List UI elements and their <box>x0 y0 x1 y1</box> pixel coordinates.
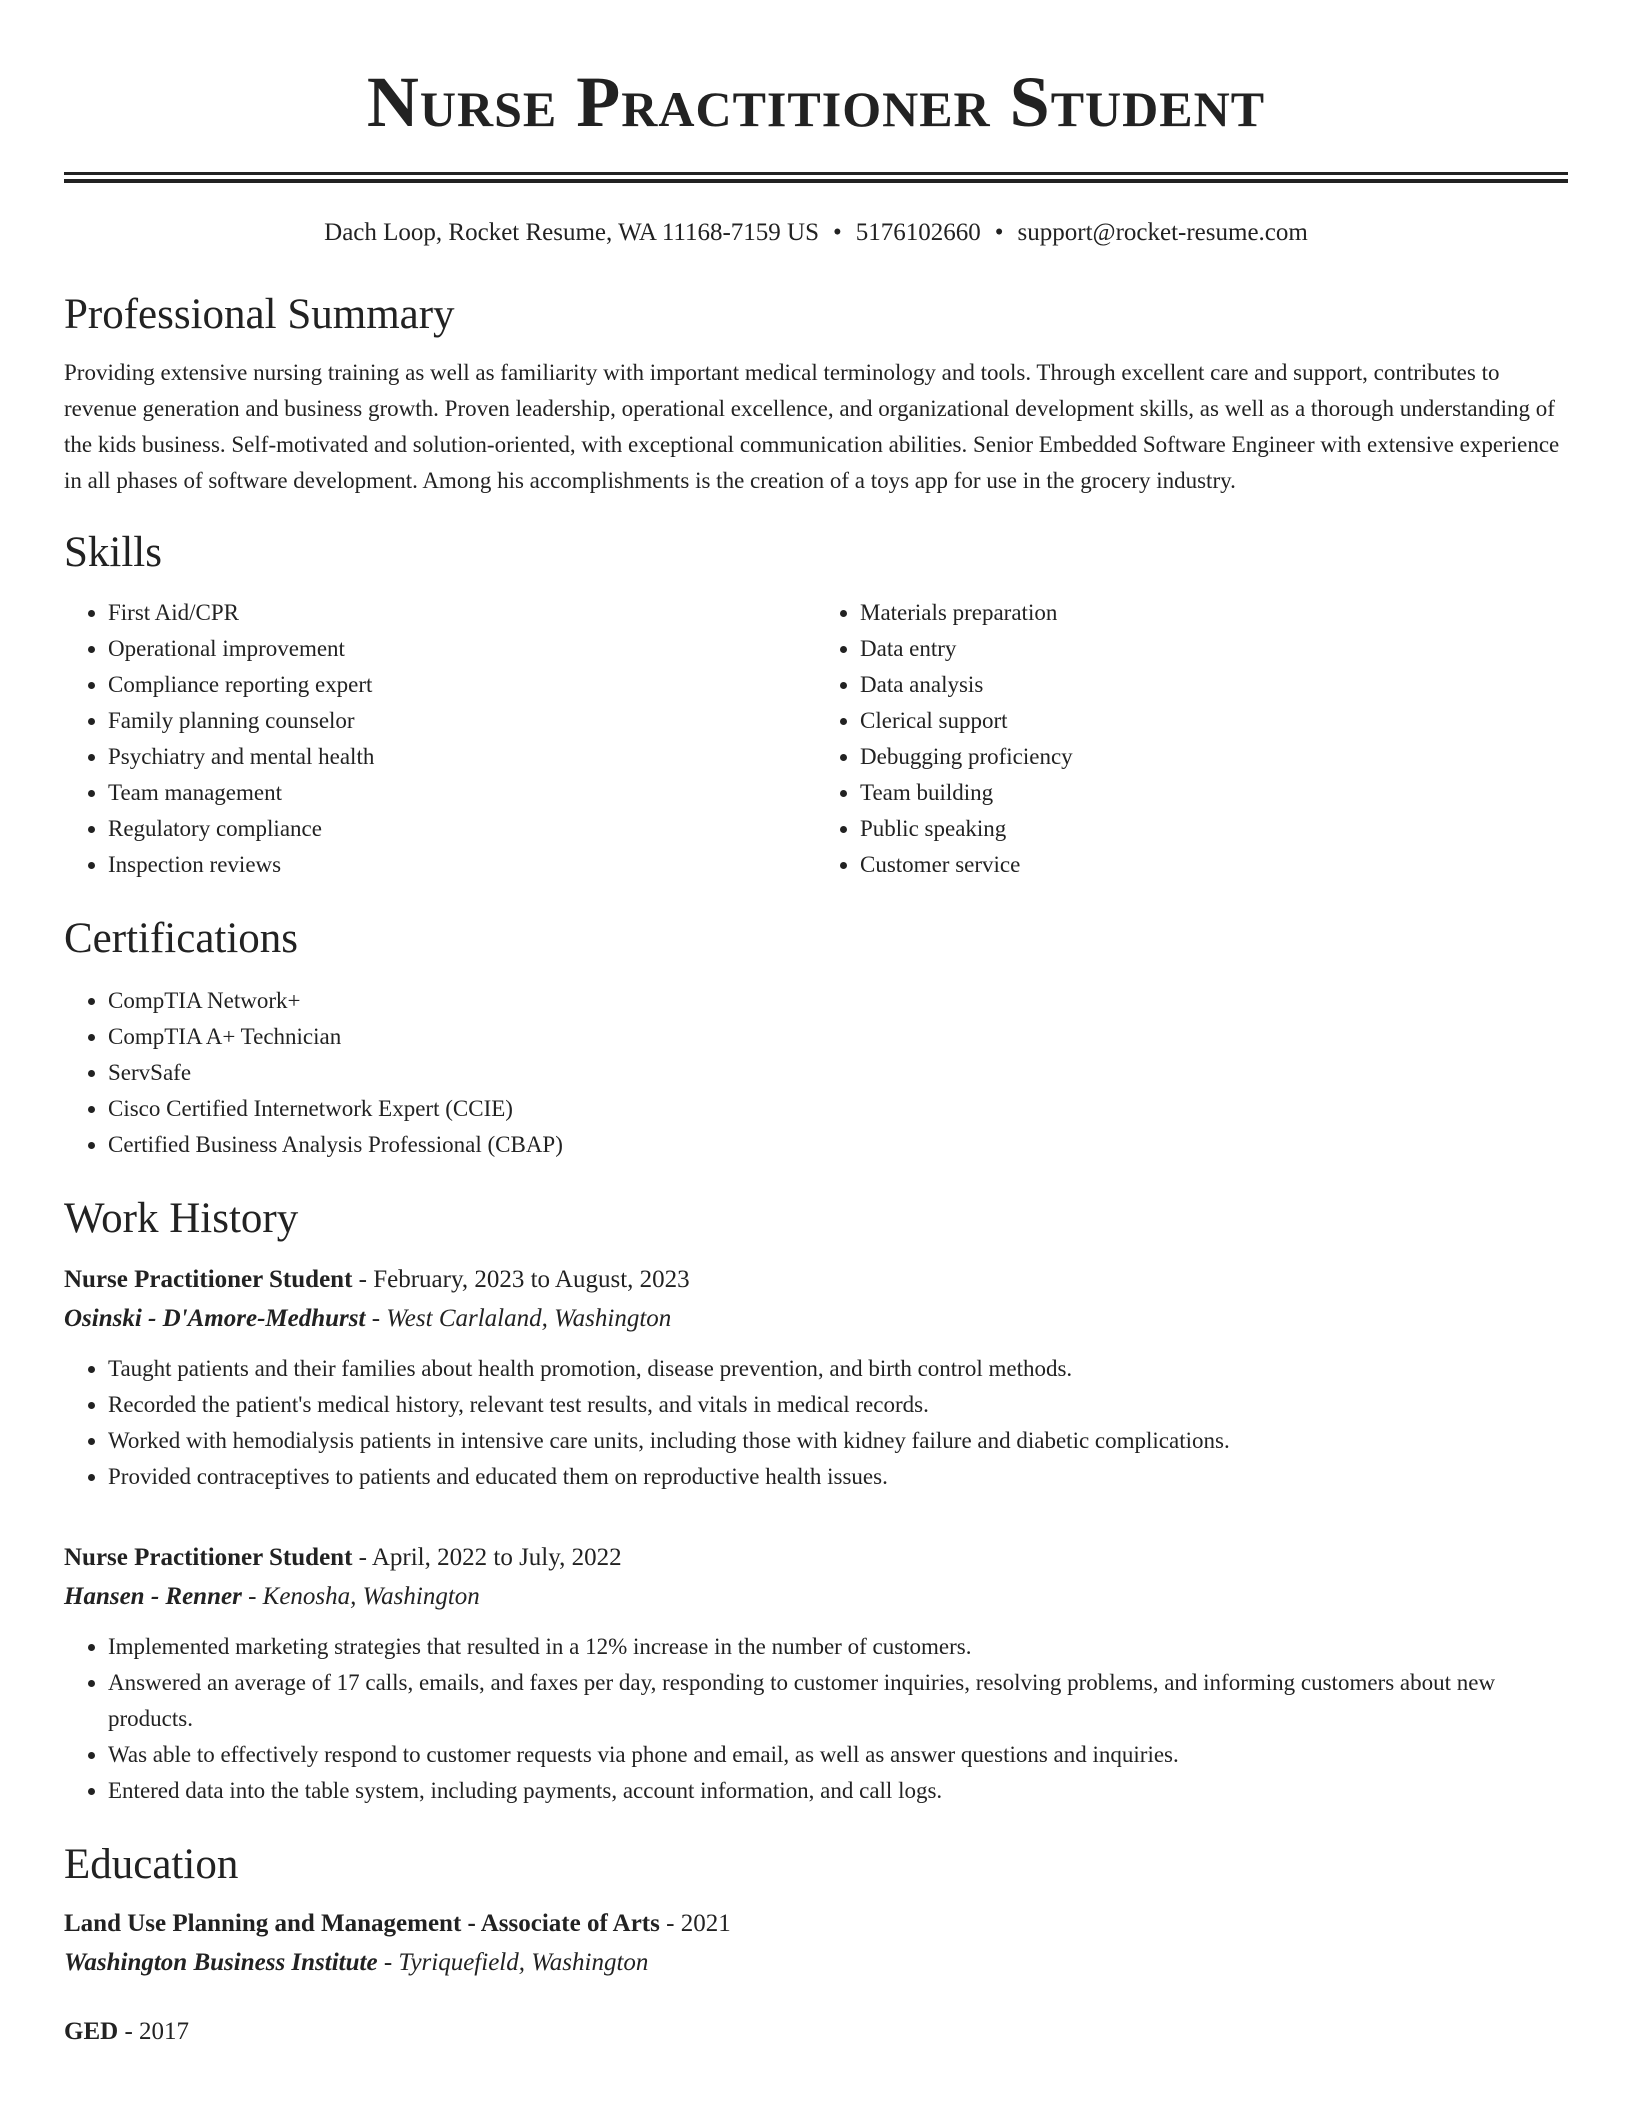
education-entry <box>64 1905 1568 1983</box>
certifications-list <box>64 983 1568 1163</box>
job-header: Nurse Practitioner Student - February, 2023 to August, 2023 <box>64 1266 690 1293</box>
job-bullet: • Worked with hemodialysis patients in intensive care units, including those with kidney failure and diabetic complications. <box>108 1423 1568 1459</box>
skill-item: • Regulatory compliance <box>108 811 816 847</box>
certifications-section <box>64 913 1568 1163</box>
contact-separator: • <box>994 219 1004 246</box>
education-section <box>64 1839 1568 2051</box>
job-company: Osinski - D'Amore-Medhurst <box>64 1305 366 1332</box>
certification-item: • CompTIA Network+ <box>108 983 1568 1019</box>
job-entry <box>64 1539 1568 1809</box>
certifications-heading: Certifications <box>64 915 299 962</box>
education-degree: GED <box>64 2018 119 2045</box>
job-bullet: • Was able to effectively respond to customer requests via phone and email, as well as answer questions and inquiries. <box>108 1737 1568 1773</box>
job-employer: Hansen - Renner - Kenosha, Washington <box>64 1583 480 1610</box>
skill-item: • Clerical support <box>860 703 1568 739</box>
skill-item: • Compliance reporting expert <box>108 667 816 703</box>
job-location: Kenosha, Washington <box>262 1583 480 1610</box>
skills-columns <box>64 595 1568 883</box>
skill-item: • Data analysis <box>860 667 1568 703</box>
job-header: Nurse Practitioner Student - April, 2022 to July, 2022 <box>64 1544 622 1571</box>
education-degree: Land Use Planning and Management - Associate of Arts <box>64 1910 660 1937</box>
job-location: West Carlaland, Washington <box>386 1305 672 1332</box>
contact-email: support@rocket-resume.com <box>1017 219 1308 246</box>
skill-item: • Materials preparation <box>860 595 1568 631</box>
resume-title: Nurse Practitioner Student <box>366 62 1266 142</box>
job-bullet: • Taught patients and their families about health promotion, disease prevention, and birth control methods. <box>108 1351 1568 1387</box>
job-bullet: • Implemented marketing strategies that resulted in a 12% increase in the number of customers. <box>108 1629 1568 1665</box>
job-bullet: • Provided contraceptives to patients and educated them on reproductive health issues. <box>108 1459 1568 1495</box>
skill-item: • Public speaking <box>860 811 1568 847</box>
skill-item: • Team building <box>860 775 1568 811</box>
education-year: 2017 <box>139 2018 190 2045</box>
title-divider <box>64 172 1568 183</box>
contact-line <box>64 217 1568 249</box>
contact-phone: 5176102660 <box>855 219 981 246</box>
job-title: Nurse Practitioner Student <box>64 1266 353 1293</box>
education-school-line: Washington Business Institute - Tyriquefield, Washington <box>64 1949 649 1976</box>
certification-item: • CompTIA A+ Technician <box>108 1019 1568 1055</box>
education-degree-line: Land Use Planning and Management - Associate of Arts - 2021 <box>64 1910 731 1937</box>
education-location: Tyriquefield, Washington <box>398 1949 649 1976</box>
certification-item: • Cisco Certified Internetwork Expert (CCIE) <box>108 1091 1568 1127</box>
job-dates: February, 2023 to August, 2023 <box>373 1266 690 1293</box>
job-entry <box>64 1261 1568 1495</box>
summary-text: Providing extensive nursing training as well as familiarity with important medical terminology and tools. Through excellent care and support, contributes to revenue generation and business growth. Proven leadership, operational excellence, and organizational development skills, as well as a thorough understanding of the kids business. Self-motivated and solution-oriented, with exceptional communication abilities. Senior Embedded Software Engineer with extensive experience in all phases of software development. Among his accomplishments is the creation of a toys app for use in the grocery industry. <box>64 360 1560 493</box>
education-school: Washington Business Institute <box>64 1949 378 1976</box>
skill-item: • Family planning counselor <box>108 703 816 739</box>
job-title: Nurse Practitioner Student <box>64 1544 353 1571</box>
education-degree-line: GED - 2017 <box>64 2018 190 2045</box>
job-bullet: • Entered data into the table system, including payments, account information, and call logs. <box>108 1773 1568 1809</box>
job-dates: April, 2022 to July, 2022 <box>371 1544 622 1571</box>
skills-section <box>64 527 1568 883</box>
skill-item: • Debugging proficiency <box>860 739 1568 775</box>
work-history-section <box>64 1193 1568 1809</box>
skill-item: • Customer service <box>860 847 1568 883</box>
summary-heading: Professional Summary <box>64 291 455 338</box>
education-heading: Education <box>64 1841 239 1888</box>
skill-item: • Inspection reviews <box>108 847 816 883</box>
certification-item: • Certified Business Analysis Professional (CBAP) <box>108 1127 1568 1163</box>
job-bullet: • Recorded the patient's medical history, relevant test results, and vitals in medical records. <box>108 1387 1568 1423</box>
contact-address: Dach Loop, Rocket Resume, WA 11168-7159 US <box>324 219 820 246</box>
certification-item: • ServSafe <box>108 1055 1568 1091</box>
skill-item: • Operational improvement <box>108 631 816 667</box>
education-year: 2021 <box>680 1910 731 1937</box>
job-bullet: • Answered an average of 17 calls, emails, and faxes per day, responding to customer inquiries, resolving problems, and informing customers about new products. <box>108 1665 1568 1737</box>
job-bullets <box>64 1629 1568 1809</box>
summary-section <box>64 289 1568 499</box>
job-employer: Osinski - D'Amore-Medhurst - West Carlaland, Washington <box>64 1305 672 1332</box>
skills-list-right <box>816 595 1568 883</box>
contact-separator: • <box>833 219 842 246</box>
work-history-heading: Work History <box>64 1195 299 1242</box>
job-bullets <box>64 1351 1568 1495</box>
skills-heading: Skills <box>64 529 162 576</box>
skill-item: • First Aid/CPR <box>108 595 816 631</box>
skill-item: • Data entry <box>860 631 1568 667</box>
skills-list-left <box>64 595 816 883</box>
skill-item: • Psychiatry and mental health <box>108 739 816 775</box>
skill-item: • Team management <box>108 775 816 811</box>
education-entry <box>64 2013 1568 2051</box>
job-company: Hansen - Renner <box>64 1583 242 1610</box>
